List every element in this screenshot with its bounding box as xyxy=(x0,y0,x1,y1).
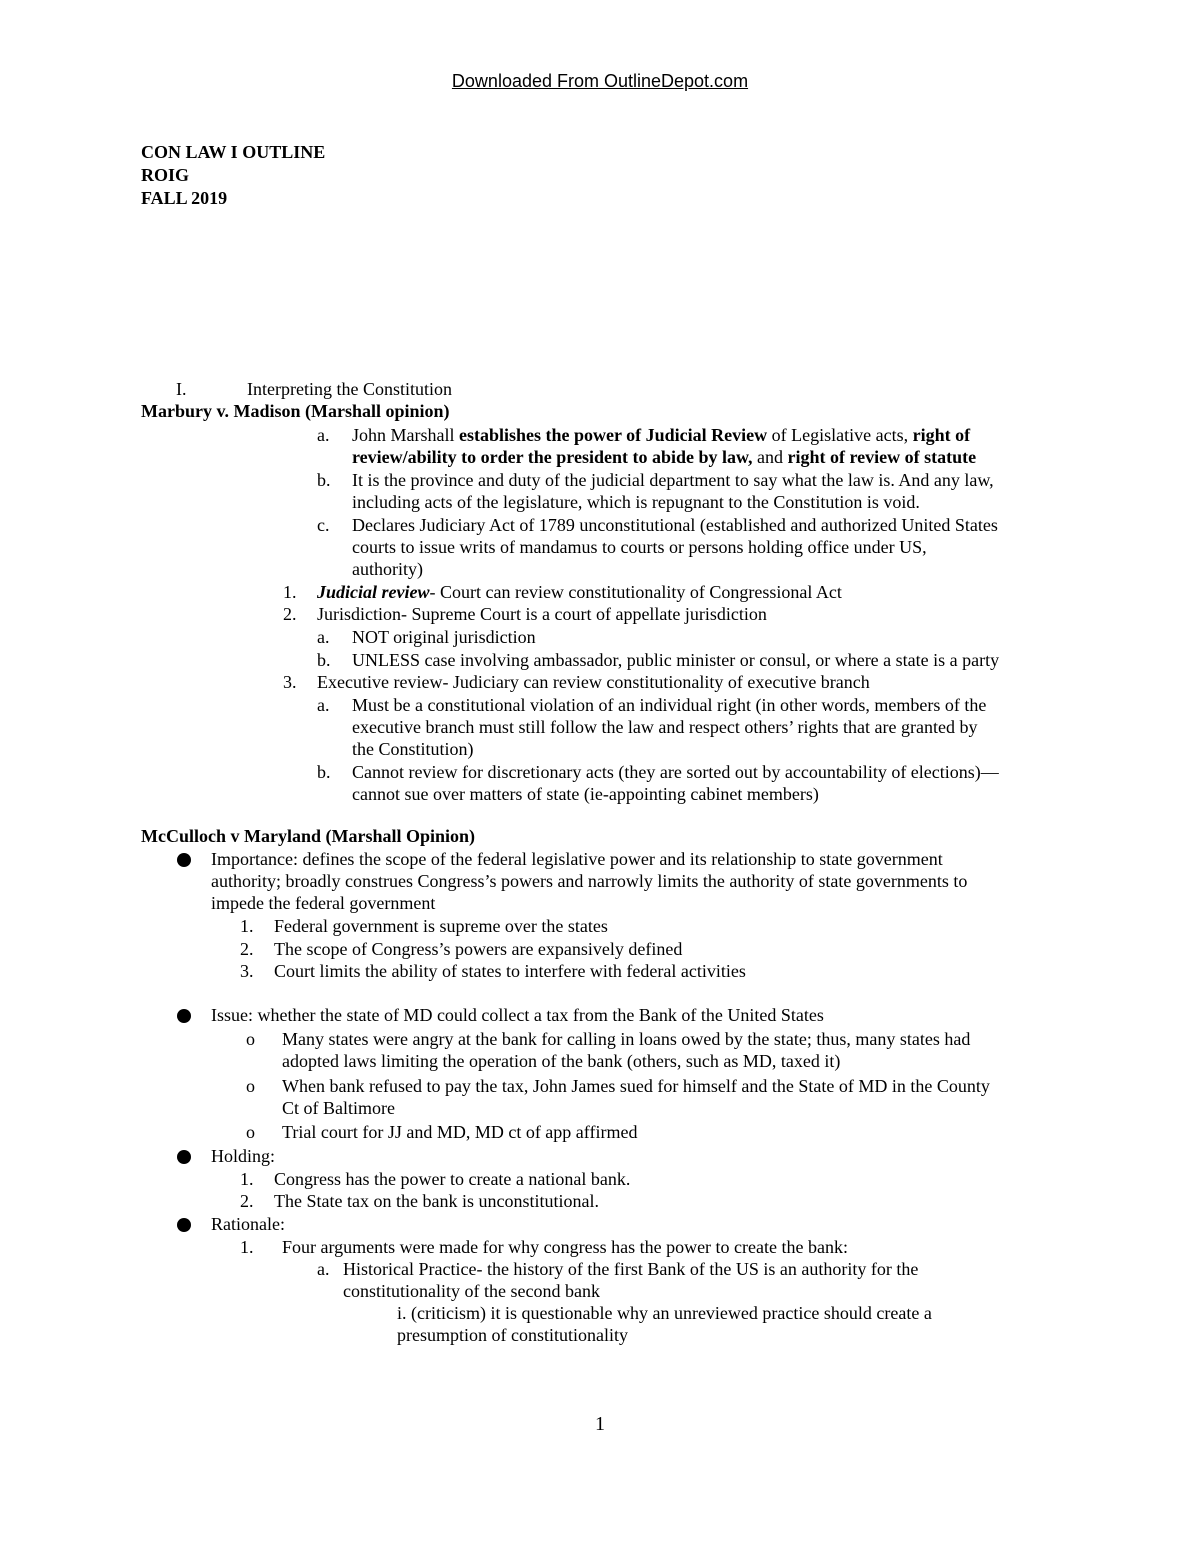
list-label: a. xyxy=(317,695,330,715)
list-label: a. xyxy=(317,425,330,445)
list-item-continued: the Constitution) xyxy=(352,739,474,759)
list-item: i. (criticism) it is questionable why an unreviewed practice should create a xyxy=(397,1303,932,1323)
list-label: 2. xyxy=(283,604,297,624)
bullet-item: Importance: defines the scope of the federal legislative power and its relationship to state government xyxy=(211,849,943,869)
circle-bullet-icon: o xyxy=(246,1076,255,1096)
list-label: 3. xyxy=(283,672,297,692)
list-item: UNLESS case involving ambassador, public minister or consul, or where a state is a party xyxy=(352,650,1000,670)
list-label: 1. xyxy=(240,1169,254,1189)
list-item-continued: executive branch must still follow the law and respect others’ rights that are granted by xyxy=(352,717,978,737)
list-item: Many states were angry at the bank for calling in loans owed by the state; thus, many states had xyxy=(282,1029,971,1049)
list-label: c. xyxy=(317,515,330,535)
list-label: 2. xyxy=(240,939,254,959)
list-label: a. xyxy=(317,627,330,647)
list-item-continued: including acts of the legislature, which is repugnant to the Constitution is void. xyxy=(352,492,920,512)
term: FALL 2019 xyxy=(141,188,228,208)
bullet-item-continued: impede the federal government xyxy=(211,893,436,913)
outline-title: CON LAW I OUTLINE xyxy=(141,142,326,162)
list-item: Historical Practice- the history of the first Bank of the US is an authority for the xyxy=(343,1259,919,1279)
bullet-item: Rationale: xyxy=(211,1214,285,1234)
list-label: b. xyxy=(317,470,331,490)
list-item: Executive review- Judiciary can review constitutionality of executive branch xyxy=(317,672,870,692)
list-item: NOT original jurisdiction xyxy=(352,627,536,647)
list-item-continued: constitutionality of the second bank xyxy=(343,1281,600,1301)
list-item: Must be a constitutional violation of an individual right (in other words, members of the xyxy=(352,695,987,715)
list-item: Trial court for JJ and MD, MD ct of app affirmed xyxy=(282,1122,638,1142)
circle-bullet-icon: o xyxy=(246,1029,255,1049)
list-label: 3. xyxy=(240,961,254,981)
case-title-mcculloch: McCulloch v Maryland (Marshall Opinion) xyxy=(141,826,476,846)
list-item-continued: courts to issue writs of mandamus to courts or persons holding office under US, xyxy=(352,537,927,557)
bullet-icon xyxy=(177,1009,191,1023)
bullet-icon xyxy=(177,1218,191,1232)
list-item: It is the province and duty of the judicial department to say what the law is. And any law, xyxy=(352,470,994,490)
bullet-item: Holding: xyxy=(211,1146,276,1166)
list-item: When bank refused to pay the tax, John James sued for himself and the State of MD in the County xyxy=(282,1076,990,1096)
professor-name: ROIG xyxy=(141,165,190,185)
section-heading: Interpreting the Constitution xyxy=(247,379,452,399)
list-label: a. xyxy=(317,1259,330,1279)
list-label: 2. xyxy=(240,1191,254,1211)
list-item: Four arguments were made for why congress has the power to create the bank: xyxy=(282,1237,848,1257)
list-item: John Marshall establishes the power of Judicial Review of Legislative acts, right of xyxy=(352,425,971,445)
list-label: b. xyxy=(317,650,331,670)
list-item: Court limits the ability of states to interfere with federal activities xyxy=(274,961,746,981)
list-item-continued: adopted laws limiting the operation of the bank (others, such as MD, taxed it) xyxy=(282,1051,841,1071)
list-item: Declares Judiciary Act of 1789 unconstitutional (established and authorized United States xyxy=(352,515,998,535)
list-label: 1. xyxy=(240,1237,254,1257)
bullet-icon xyxy=(177,853,191,867)
list-item-continued: cannot sue over matters of state (ie-appointing cabinet members) xyxy=(352,784,819,804)
list-item: Federal government is supreme over the states xyxy=(274,916,608,936)
section-numeral: I. xyxy=(176,379,187,399)
list-item: Cannot review for discretionary acts (they are sorted out by accountability of elections)— xyxy=(352,762,999,782)
case-title-marbury: Marbury v. Madison (Marshall opinion) xyxy=(141,401,450,421)
page-number: 1 xyxy=(595,1413,605,1435)
list-item: The State tax on the bank is unconstitutional. xyxy=(274,1191,599,1211)
list-item-continued: Ct of Baltimore xyxy=(282,1098,395,1118)
list-label: b. xyxy=(317,762,331,782)
source-link[interactable]: Downloaded From OutlineDepot.com xyxy=(451,71,749,91)
list-label: 1. xyxy=(283,582,297,602)
list-label: 1. xyxy=(240,916,254,936)
list-item: The scope of Congress’s powers are expansively defined xyxy=(274,939,683,959)
list-item-continued: authority) xyxy=(352,559,423,579)
list-item-continued: review/ability to order the president to abide by law, and right of review of statute xyxy=(352,447,977,467)
bullet-icon xyxy=(177,1150,191,1164)
bullet-item: Issue: whether the state of MD could collect a tax from the Bank of the United States xyxy=(211,1005,824,1025)
list-item-continued: presumption of constitutionality xyxy=(397,1325,628,1345)
list-item: Judicial review- Court can review constitutionality of Congressional Act xyxy=(317,582,842,602)
bullet-item-continued: authority; broadly construes Congress’s powers and narrowly limits the authority of state governments to xyxy=(211,871,968,891)
list-item: Jurisdiction- Supreme Court is a court of appellate jurisdiction xyxy=(317,604,767,624)
circle-bullet-icon: o xyxy=(246,1122,255,1142)
list-item: Congress has the power to create a national bank. xyxy=(274,1169,631,1189)
